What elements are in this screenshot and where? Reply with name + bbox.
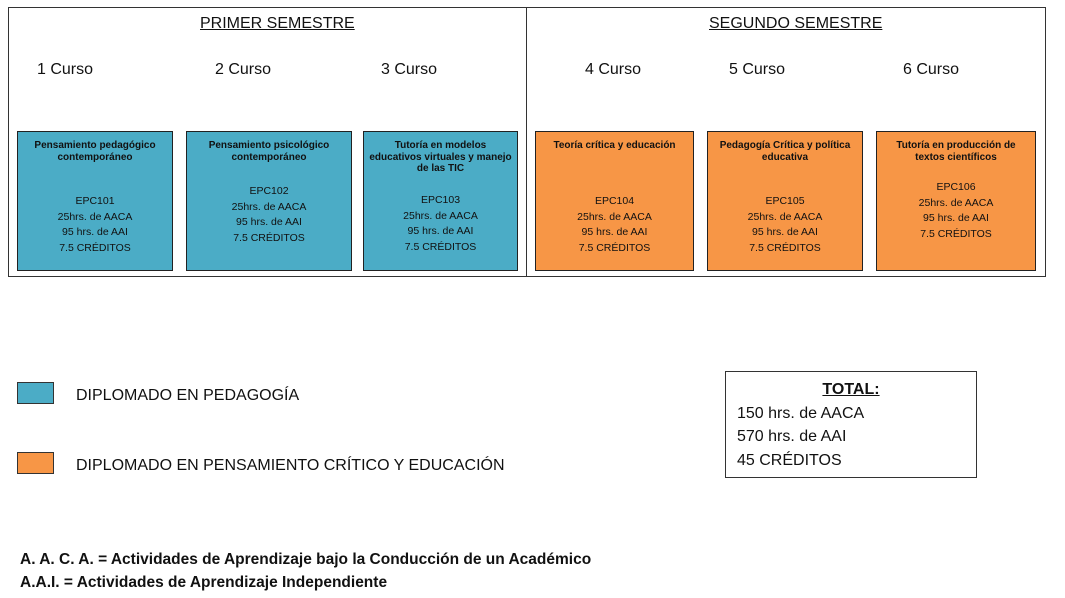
course-title: Tutoría en producción de textos científicos <box>896 140 1016 163</box>
legend-swatch-pensamiento-critico <box>17 452 54 474</box>
course-title: Pensamiento pedagógico contemporáneo <box>34 140 156 163</box>
course-aaca: 25hrs. de AACA <box>918 196 994 209</box>
curso-label-1: 1 Curso <box>37 61 94 78</box>
course-card-epc105 <box>707 131 863 271</box>
course-card-epc104 <box>535 131 694 271</box>
course-code: EPC106 <box>936 181 976 193</box>
footnote-aaca: A. A. C. A. = Actividades de Aprendizaje bajo la Conducción de un Académico <box>20 551 592 568</box>
course-info <box>366 193 515 255</box>
course-aai: 95 hrs. de AAI <box>752 226 818 238</box>
course-aaca: 25hrs. de AACA <box>231 200 307 213</box>
course-card-epc102 <box>186 131 352 271</box>
semester-divider <box>526 7 527 277</box>
course-credits: 7.5 CRÉDITOS <box>578 241 651 254</box>
course-aai: 95 hrs. de AAI <box>236 216 302 228</box>
course-info <box>538 194 691 256</box>
course-aai: 95 hrs. de AAI <box>923 212 989 224</box>
curso-label-6: 6 Curso <box>903 61 960 78</box>
course-code: EPC102 <box>249 185 289 197</box>
course-aaca: 25hrs. de AACA <box>57 210 133 223</box>
course-aai: 95 hrs. de AAI <box>62 226 128 238</box>
course-aaca: 25hrs. de AACA <box>577 210 652 223</box>
semester-title-segundo: SEGUNDO SEMESTRE <box>709 15 883 32</box>
course-code: EPC101 <box>75 195 115 207</box>
semester-title-primer: PRIMER SEMESTRE <box>200 15 355 32</box>
curso-label-3: 3 Curso <box>381 61 438 78</box>
course-aai: 95 hrs. de AAI <box>581 226 648 238</box>
course-title: Tutoría en modelos educativos virtuales y manejo de las TIC <box>369 140 512 174</box>
total-title: TOTAL: <box>822 381 880 398</box>
course-title: Teoría crítica y educación <box>553 140 676 151</box>
course-aaca: 25hrs. de AACA <box>403 209 478 222</box>
curso-label-4: 4 Curso <box>585 61 642 78</box>
course-info <box>879 180 1033 242</box>
legend-swatch-pedagogia <box>17 382 54 404</box>
total-aaca: 150 hrs. de AACA <box>737 405 865 422</box>
course-card-epc103 <box>363 131 518 271</box>
course-credits: 7.5 CRÉDITOS <box>59 241 131 254</box>
course-credits: 7.5 CRÉDITOS <box>233 231 305 244</box>
course-title: Pedagogía Crítica y política educativa <box>719 140 851 163</box>
course-info <box>189 184 349 246</box>
course-aai: 95 hrs. de AAI <box>407 225 474 237</box>
course-info <box>710 194 860 256</box>
course-code: EPC104 <box>594 195 635 207</box>
curso-label-5: 5 Curso <box>729 61 786 78</box>
course-code: EPC103 <box>420 194 461 206</box>
total-box <box>725 371 977 478</box>
course-aaca: 25hrs. de AACA <box>747 210 823 223</box>
legend-label-pensamiento-critico: DIPLOMADO EN PENSAMIENTO CRÍTICO Y EDUCACIÓN <box>76 457 505 474</box>
legend-label-pedagogia: DIPLOMADO EN PEDAGOGÍA <box>76 387 300 404</box>
course-credits: 7.5 CRÉDITOS <box>920 227 992 240</box>
course-credits: 7.5 CRÉDITOS <box>404 240 477 253</box>
course-code: EPC105 <box>765 195 805 207</box>
total-aai: 570 hrs. de AAI <box>737 428 847 445</box>
total-credits: 45 CRÉDITOS <box>737 452 842 469</box>
course-title: Pensamiento psicológico contemporáneo <box>208 140 330 163</box>
course-credits: 7.5 CRÉDITOS <box>749 241 821 254</box>
course-info <box>20 194 170 256</box>
curso-label-2: 2 Curso <box>215 61 272 78</box>
course-card-epc106 <box>876 131 1036 271</box>
course-card-epc101 <box>17 131 173 271</box>
footnote-aai: A.A.I. = Actividades de Aprendizaje Independiente <box>20 574 388 591</box>
